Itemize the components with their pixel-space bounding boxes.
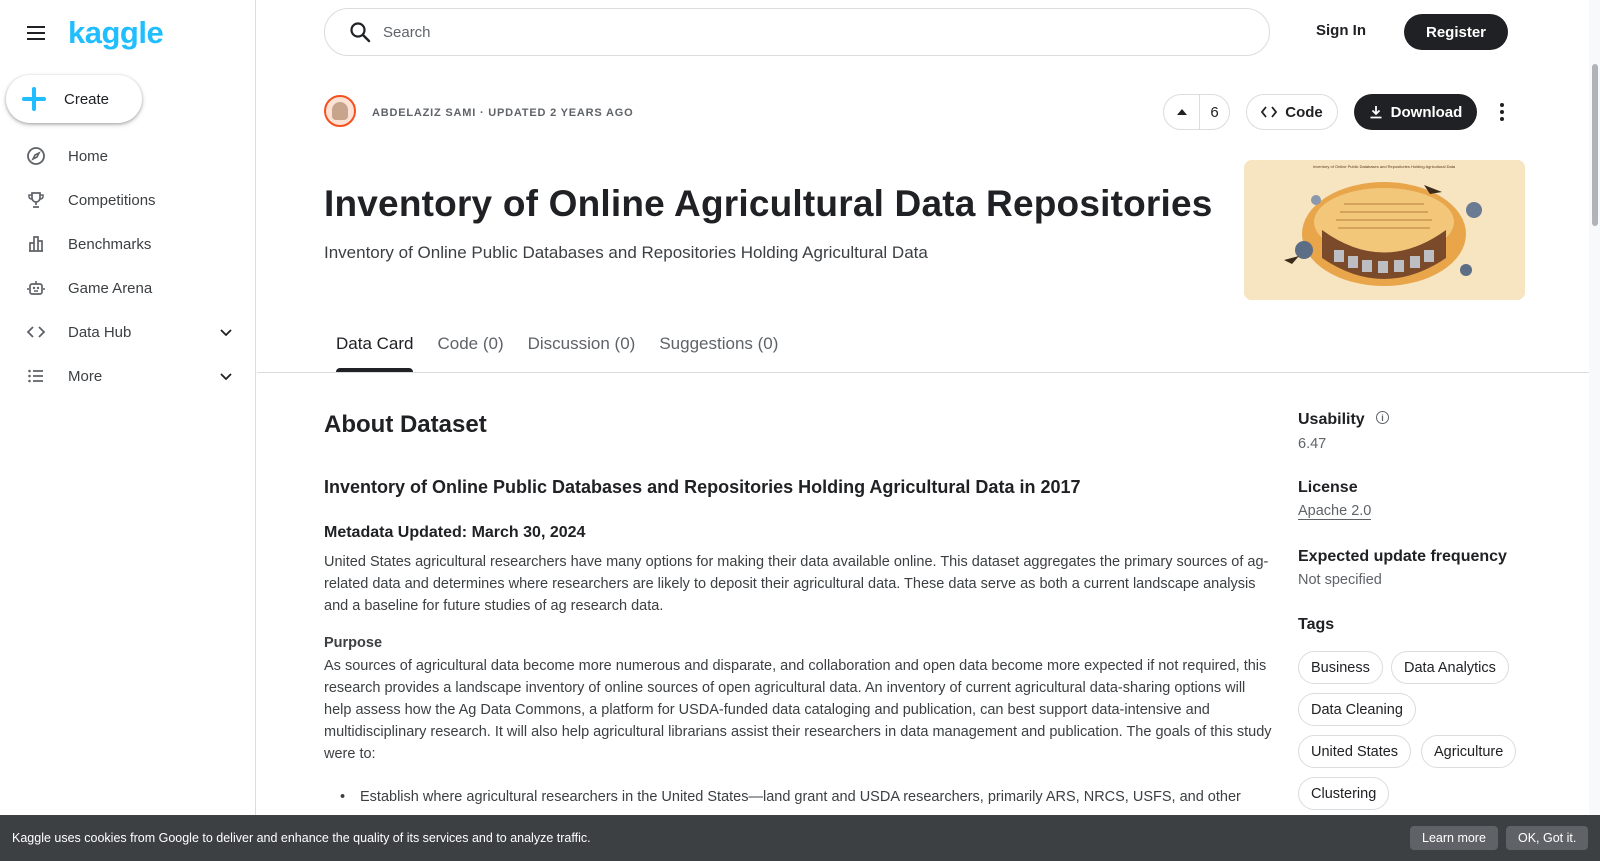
sidebar-item-home[interactable] [0,134,256,178]
license-link[interactable]: Apache 2.0 [1298,503,1372,519]
usability-value: 6.47 [1298,436,1327,452]
kaggle-logo[interactable]: kaggle [68,15,164,50]
learn-more-button[interactable]: Learn more [1410,826,1498,850]
sidebar-item-label: Data Hub [68,323,132,341]
code-button[interactable] [1246,94,1338,130]
update-frequency-value: Not specified [1298,572,1382,588]
tab-code[interactable]: Code (0) [437,334,504,353]
plus-icon [22,87,46,111]
tab-data-card[interactable]: Data Card [336,334,413,372]
usability-label: Usability [1298,411,1365,428]
download-button[interactable] [1354,94,1477,130]
sign-in-button[interactable]: Sign In [1316,22,1366,39]
vote-count: 6 [1210,103,1219,121]
thumbnail-caption: Inventory of Online Public Databases and Repositories Holding Agricultural Data [1312,164,1456,169]
tab-bar [336,334,778,372]
robot-icon [26,278,46,298]
tag-chip[interactable]: Data Cleaning [1298,693,1416,726]
list-item-text: Establish where agricultural researchers in the United States—land grant and USDA researchers, primarily ARS, NRCS, USFS, and other [360,789,1241,805]
sidebar-item-data-hub[interactable] [0,310,256,354]
hamburger-menu-icon[interactable] [24,21,48,45]
sidebar-item-label: Game Arena [68,279,153,297]
page-subtitle: Inventory of Online Public Databases and Repositories Holding Agricultural Data [324,243,928,262]
tag-chip[interactable]: Data Analytics [1391,651,1509,684]
more-options-icon[interactable] [1490,100,1514,124]
description-heading: Inventory of Online Public Databases and Repositories Holding Agricultural Data in 2017 [324,477,1081,497]
search-input[interactable] [383,24,1183,41]
sidebar-item-label: Home [68,147,109,165]
info-icon[interactable]: i [1376,411,1389,424]
search-bar[interactable] [324,8,1270,56]
description-paragraph: United States agricultural researchers have many options for making their data available online. This dataset aggregates the primary sources of ag-related data and determines where researchers are likely to deposit their agricultural data. These data serve as both a current landscape analysis and a baseline for future studies of ag research data. [324,554,1269,614]
cookie-banner [0,815,1600,861]
chevron-down-icon[interactable] [218,324,234,340]
tag-chip[interactable]: Business [1298,651,1383,684]
scrollbar-thumb[interactable] [1592,64,1598,226]
tag-chip[interactable]: Clustering [1298,777,1389,810]
download-button-label: Download [1390,103,1463,121]
download-icon [1369,105,1383,119]
page-title: Inventory of Online Agricultural Data Repositories [324,183,1213,224]
register-button[interactable]: Register [1404,14,1508,50]
search-icon [349,21,371,43]
arrow-up-icon [1176,107,1188,117]
purpose-label: Purpose [324,635,383,651]
bar-chart-icon [26,234,46,254]
sidebar-header [24,16,163,50]
code-brackets-icon [26,322,46,342]
avatar[interactable] [324,95,356,127]
about-heading: About Dataset [324,411,487,438]
tags-label: Tags [1298,616,1335,633]
upvote-control [1163,94,1230,130]
tab-discussion[interactable]: Discussion (0) [527,334,636,353]
chevron-down-icon[interactable] [218,368,234,384]
tag-chip[interactable]: Agriculture [1421,735,1516,768]
cookie-text: Kaggle uses cookies from Google to deliver and enhance the quality of its services and to analyze traffic. [12,831,591,845]
sidebar-nav [0,134,256,398]
metadata-updated-heading: Metadata Updated: March 30, 2024 [324,524,586,541]
sidebar-item-label: Competitions [68,191,156,209]
create-button[interactable] [6,75,142,123]
compass-icon [26,146,46,166]
ok-got-it-button[interactable]: OK, Got it. [1506,826,1588,850]
trophy-icon [26,190,46,210]
license-label: License [1298,479,1358,496]
dataset-thumbnail [1244,160,1525,300]
list-icon [26,366,46,386]
purpose-paragraph: As sources of agricultural data become more numerous and disparate, and collaboration and open data become more expected if not required, this research provides a landscape inventory of online sources of open agricultural data. An inventory of current agricultural data-sharing options will help assess how the Ag Data Commons, a platform for USDA-funded data cataloging and publication, can best support data-intensive and multidisciplinary research. It will also help agricultural librarians assist their researchers in data management and publication. The goals of this study were to: [324,658,1272,762]
sidebar [0,0,256,861]
sidebar-item-label: Benchmarks [68,235,152,253]
tabs-divider [257,372,1589,373]
sidebar-item-benchmarks[interactable] [0,222,256,266]
list-item [340,789,1260,805]
tab-suggestions[interactable]: Suggestions (0) [659,334,779,353]
sidebar-item-game-arena[interactable] [0,266,256,310]
sidebar-item-competitions[interactable] [0,178,256,222]
upvote-button[interactable] [1164,95,1200,129]
update-frequency-label: Expected update frequency [1298,548,1507,565]
code-button-label: Code [1285,103,1323,121]
code-brackets-icon [1261,105,1277,119]
sidebar-item-label: More [68,367,103,385]
sidebar-item-more[interactable] [0,354,256,398]
tag-chip[interactable]: United States [1298,735,1411,768]
create-label: Create [64,90,110,108]
author-update-line: ABDELAZIZ SAMI · UPDATED 2 YEARS AGO [372,107,634,119]
